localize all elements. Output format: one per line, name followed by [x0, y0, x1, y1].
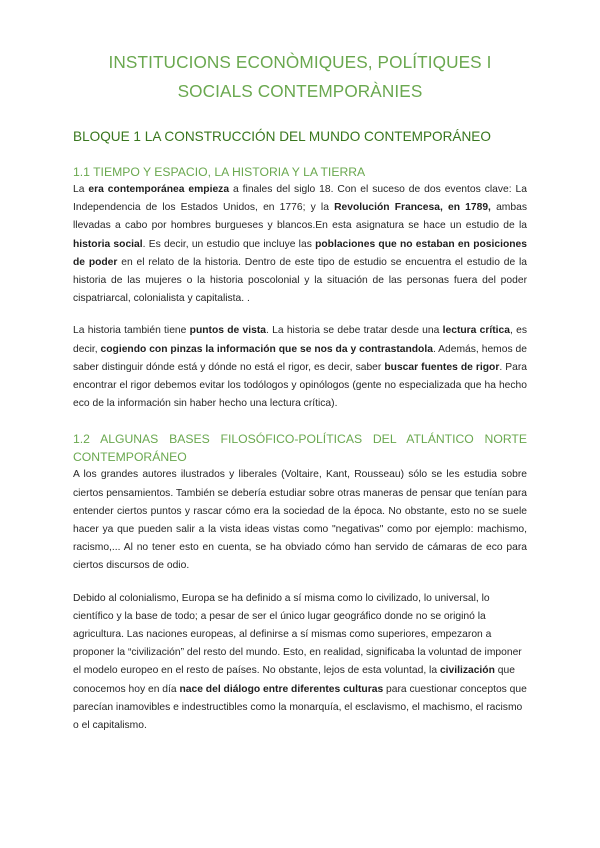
section-1-paragraph-1: La era contemporánea empieza a finales del siglo 18. Con el suceso de dos eventos clave: La Independencia de los Estados Unidos, en 1776; y la Revolución Francesa, en 1789, ambas llevadas a cabo por hombres burgueses y blancos.En esta asignatura se hace un estudio de la historia social. Es decir, un estudio que incluye las poblaciones que no estaban en posiciones de poder en el relato de la historia. Dentro de este tipo de estudio se encuentra el estudio de la historia de las mujeres o la historia poscolonial y la situación de las personas fuera del poder cispatriarcal, colonialista y capitalista. .: [73, 184, 527, 305]
bold-revolucion-francesa: Revolución Francesa, en 1789,: [334, 202, 491, 214]
section-2-paragraph-1: A los grandes autores ilustrados y liberales (Voltaire, Kant, Rousseau) sólo se les estudia sobre ciertos pensamientos. También se debería estudiar sobre otras maneras de pensar que tenían para entender ciertos puntos y rascar cómo era la sociedad de la época. No obstante, esto no se suele hacer ya que pueden salir a la vista ideas vistas como "negativas" como por ejemplo: machismo, racismo,... Al no tener esto en cuenta, se ha obviado cómo han servido de cámaras de eco para ciertos discursos de odio.: [73, 469, 527, 572]
document-title: [73, 48, 527, 106]
bold-nace-del-dialogo: nace del diálogo entre diferentes culturas: [179, 683, 384, 695]
bold-poblaciones: poblaciones que no estaban en posiciones de poder: [73, 238, 527, 268]
bold-civilizacion: civilización: [439, 665, 495, 677]
section-1-paragraph-2: La historia también tiene puntos de vista. La historia se debe tratar desde una lectura crítica, es decir, cogiendo con pinzas la información que se nos da y contrastandola. Además, hemos de saber distinguir dónde está y dónde no está el rigor, es decir, saber buscar fuentes de rigor. Para encontrar el rigor debemos evitar los todólogos y opinólogos (gente no especializada que ha hecho eco de la información sin haber hecho una lectura crítica).: [73, 325, 527, 410]
document-title-line-2: SOCIALS CONTEMPORÀNIES: [177, 81, 423, 101]
bold-buscar-fuentes: buscar fuentes de rigor: [384, 361, 500, 373]
section-2-heading: 1.2 ALGUNAS BASES FILOSÓFICO-POLÍTICAS DEL ATLÁNTICO NORTE CONTEMPORÁNEO: [73, 432, 527, 465]
bold-cogiendo-con-pinzas: cogiendo con pinzas la información que se nos da y contrastandola: [100, 343, 433, 355]
block-title: BLOQUE 1 LA CONSTRUCCIÓN DEL MUNDO CONTEMPORÁNEO: [73, 129, 491, 144]
bold-historia-social: historia social: [73, 238, 143, 250]
section-1-heading: 1.1 TIEMPO Y ESPACIO, LA HISTORIA Y LA TIERRA: [73, 165, 366, 179]
section-2-paragraph-2: Debido al colonialismo, Europa se ha definido a sí misma como lo civilizado, lo universal, lo científico y la base de todo; a pesar de ser el único lugar geográfico donde no se originó la agricultura. Las naciones europeas, al definirse a sí mismas como superiores, empezaron a proponer la “civilización” del resto del mundo. Esto, en realidad, significaba la voluntad de imponer el modelo europeo en el resto de países. No obstante, lejos de esta voluntad, la civilización que conocemos hoy en día nace del diálogo entre diferentes culturas para cuestionar conceptos que parecían inamovibles e indestructibles como la monarquía, el esclavismo, el machismo, el racismo o el capitalismo.: [73, 592, 527, 732]
bold-lectura-critica: lectura crítica: [442, 325, 510, 337]
bold-era-contemporanea: era contemporánea empieza: [88, 184, 230, 195]
document-page: [73, 48, 527, 735]
document-title-line-1: INSTITUCIONS ECONÒMIQUES, POLÍTIQUES I: [108, 52, 492, 72]
bold-puntos-de-vista: puntos de vista: [189, 325, 266, 337]
